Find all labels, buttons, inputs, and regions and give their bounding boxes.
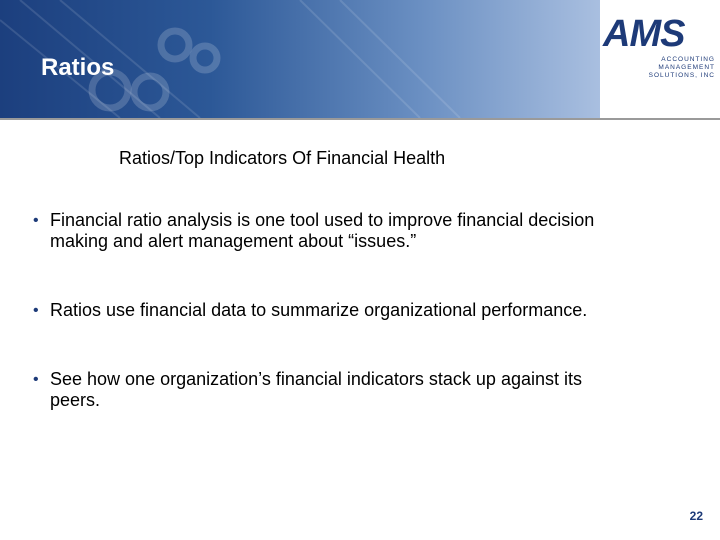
logo-line-3: SOLUTIONS, INC <box>648 72 715 79</box>
company-logo <box>603 14 718 84</box>
bullet-icon: • <box>33 212 39 229</box>
bullet-icon: • <box>33 302 39 319</box>
bullet-item <box>33 369 633 411</box>
bullet-text: See how one organization’s financial indicators stack up against its peers. <box>50 369 582 410</box>
title-banner <box>0 0 600 118</box>
bullet-item <box>33 210 633 252</box>
bullet-item <box>33 300 633 321</box>
logo-mark: AMS <box>603 13 685 55</box>
slide-subtitle: Ratios/Top Indicators Of Financial Health <box>119 148 446 168</box>
bullet-text: Financial ratio analysis is one tool used to improve financial decision making and alert management about “issues.” <box>50 210 595 251</box>
page-number: 22 <box>689 509 703 523</box>
bullet-text: Ratios use financial data to summarize organizational performance. <box>50 300 588 320</box>
logo-line-1: ACCOUNTING <box>661 56 715 63</box>
bullet-list <box>33 210 633 459</box>
header-divider <box>0 118 720 120</box>
bullet-icon: • <box>33 371 39 388</box>
slide-title: Ratios <box>41 54 115 81</box>
slide-header <box>0 0 720 120</box>
logo-line-2: MANAGEMENT <box>658 64 715 71</box>
